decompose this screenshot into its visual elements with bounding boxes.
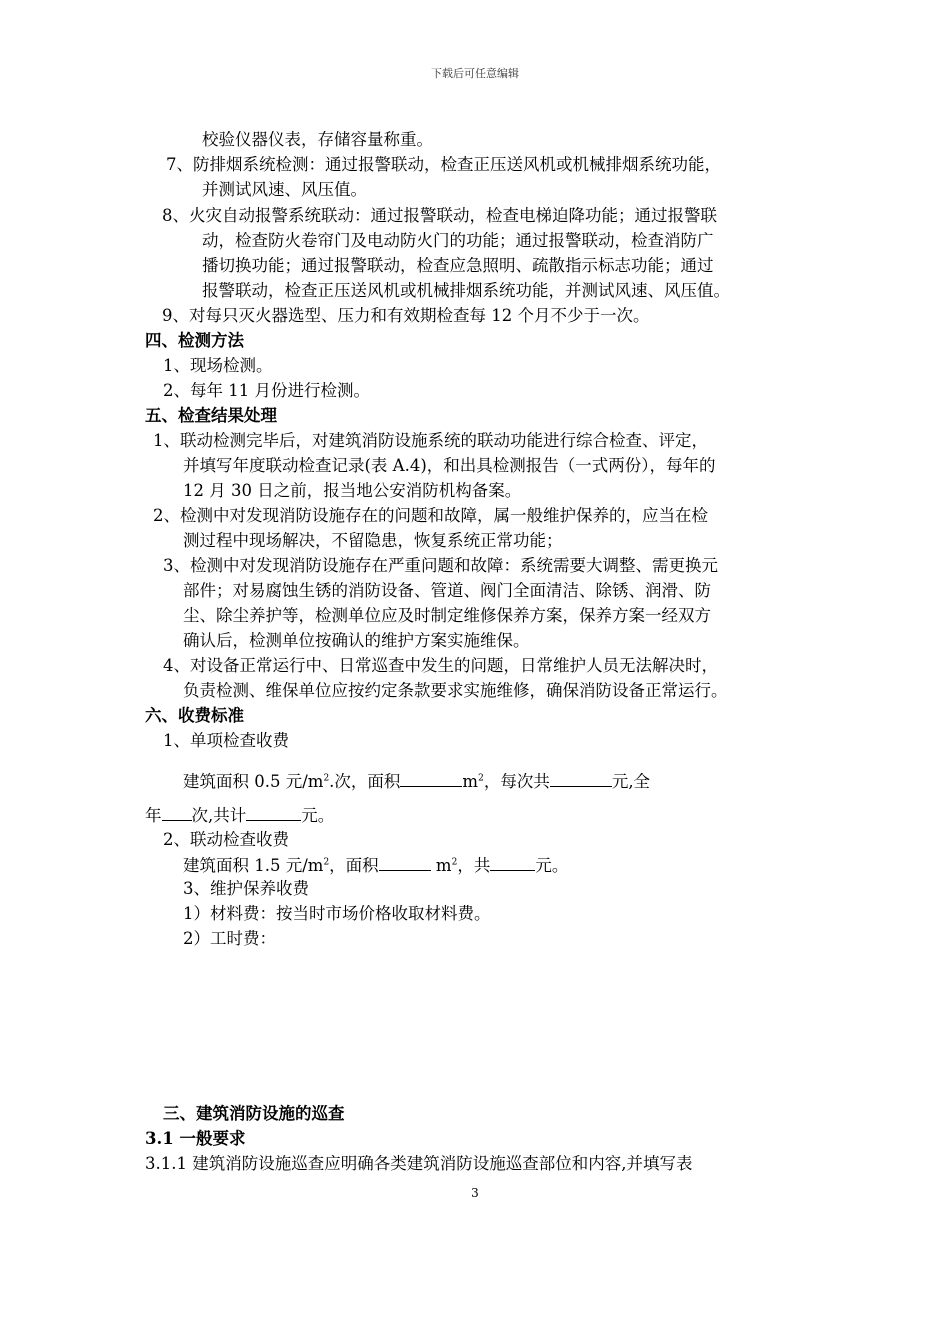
text-line: 动，检查防火卷帘门及电动防火门的功能；通过报警联动，检查消防广	[202, 231, 714, 250]
text-line: 2）工时费：	[183, 929, 276, 948]
text-line: 3、检测中对发现消防设施存在严重问题和故障：系统需要大调整、需更换元	[163, 556, 718, 575]
fee-line-single: 建筑面积 0.5 元$/m^2$.次，面积 $m^2$，每次共 元,全	[183, 768, 650, 794]
per-time-total-blank[interactable]	[550, 768, 612, 787]
fee-line-linkage: 建筑面积 1.5 元$/m^2$，面积 $m^2$，共 元。	[183, 852, 568, 878]
text-line: 1）材料费：按当时市场价格收取材料费。	[183, 904, 491, 923]
text-line: 2、联动检查收费	[163, 830, 289, 849]
text-line: 1、单项检查收费	[163, 731, 289, 750]
section-heading: 三、建筑消防设施的巡查	[163, 1104, 345, 1123]
text-line: 2、每年 11 月份进行检测。	[163, 381, 370, 400]
area-blank[interactable]	[400, 768, 462, 787]
text-line: 报警联动，检查正压送风机或机械排烟系统功能，并测试风速、风压值。	[202, 281, 730, 300]
text-line: 8、火灾自动报警系统联动：通过报警联动，检查电梯迫降功能；通过报警联	[162, 206, 717, 225]
section-heading: 六、收费标准	[145, 706, 244, 725]
text-line: 9、对每只灭火器选型、压力和有效期检查每 12 个月不少于一次。	[162, 306, 650, 325]
page-header: 下载后可任意编辑	[431, 67, 519, 80]
text-line: 1、现场检测。	[163, 356, 273, 375]
section-heading: 四、检测方法	[145, 331, 244, 350]
total-blank[interactable]	[490, 852, 535, 871]
page-number: 3	[471, 1186, 479, 1200]
text-line: 播切换功能；通过报警联动，检查应急照明、疏散指示标志功能；通过	[202, 256, 714, 275]
total-blank[interactable]	[246, 802, 301, 821]
text-line: 尘、除尘养护等，检测单位应及时制定维修保养方案，保养方案一经双方	[183, 606, 711, 625]
text-line: 部件；对易腐蚀生锈的消防设备、管道、阀门全面清洁、除锈、润滑、防	[183, 581, 711, 600]
text-line: 校验仪器仪表，存储容量称重。	[202, 130, 433, 149]
area-blank[interactable]	[379, 852, 431, 871]
text-line: 测过程中现场解决，不留隐患，恢复系统正常功能；	[183, 531, 563, 550]
text-line: 负责检测、维保单位应按约定条款要求实施维修，确保消防设备正常运行。	[183, 681, 728, 700]
subsection-heading: 3.1 一般要求	[145, 1129, 246, 1148]
text-line: 2、检测中对发现消防设施存在的问题和故障，属一般维护保养的，应当在检	[153, 506, 708, 525]
fee-line-annual: 年 次,共计 元。	[145, 802, 334, 828]
text-line: 并填写年度联动检查记录(表 A.4)，和出具检测报告（一式两份），每年的	[183, 456, 716, 475]
times-blank[interactable]	[162, 802, 192, 821]
text-line: 3、维护保养收费	[183, 879, 309, 898]
text-line: 确认后，检测单位按确认的维护方案实施维保。	[183, 631, 530, 650]
text-line: 7、防排烟系统检测：通过报警联动，检查正压送风机或机械排烟系统功能，	[166, 155, 721, 174]
text-line: 4、对设备正常运行中、日常巡查中发生的问题，日常维护人员无法解决时，	[163, 656, 718, 675]
section-heading: 五、检查结果处理	[145, 406, 277, 425]
text-line: 12 月 30 日之前，报当地公安消防机构备案。	[183, 481, 522, 500]
text-line: 1、联动检测完毕后，对建筑消防设施系统的联动功能进行综合检查、评定，	[153, 431, 708, 450]
text-line: 并测试风速、风压值。	[202, 180, 367, 199]
text-line: 3.1.1 建筑消防设施巡查应明确各类建筑消防设施巡查部位和内容,并填写表	[145, 1154, 693, 1173]
